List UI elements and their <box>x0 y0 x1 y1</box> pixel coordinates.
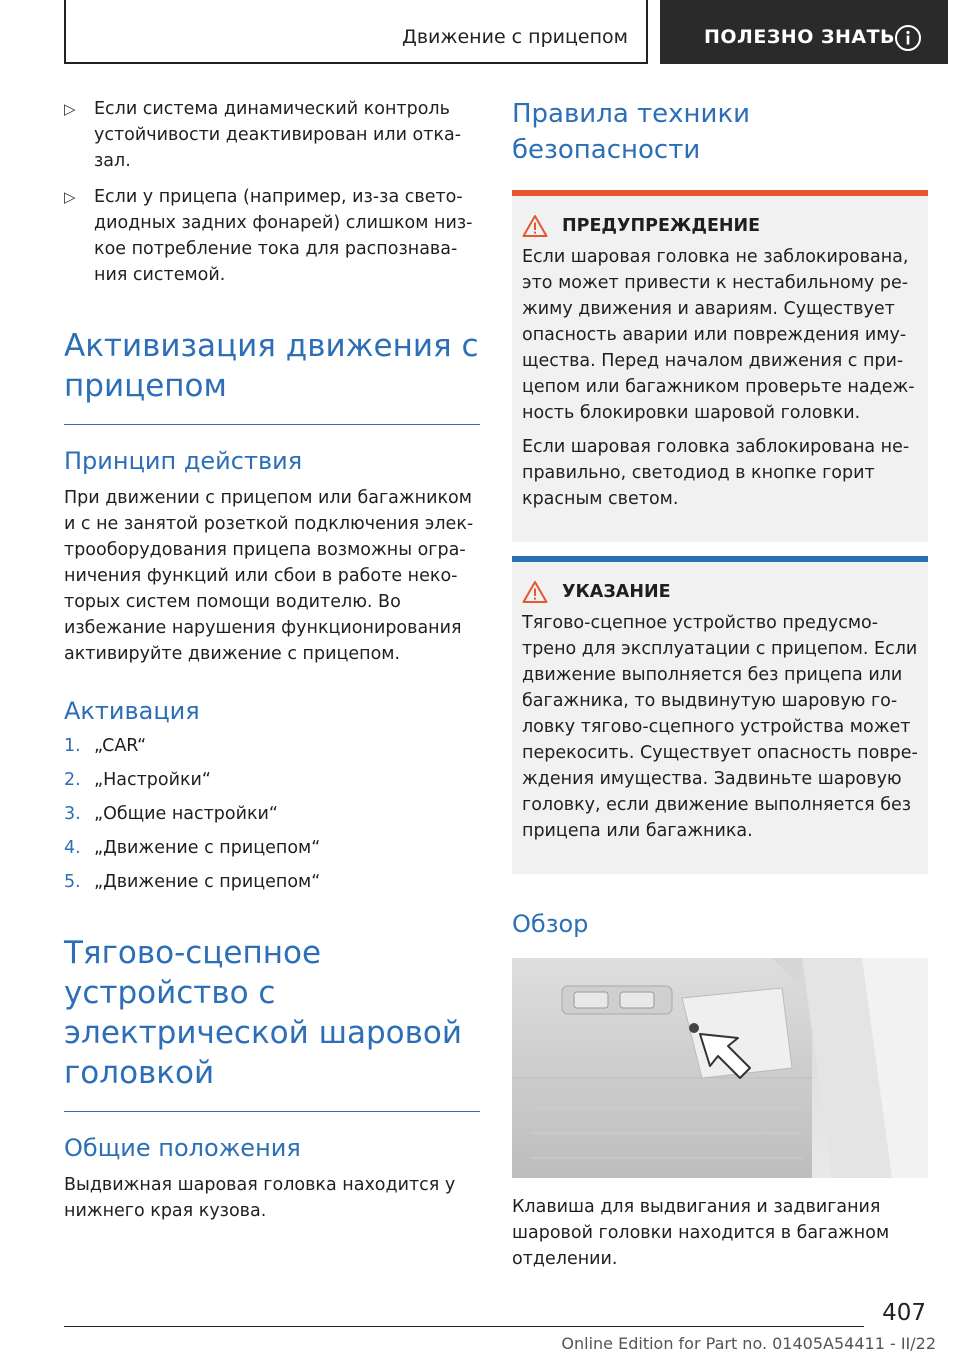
warning-triangle-icon <box>522 580 548 604</box>
subheading-overview: Обзор <box>512 910 589 938</box>
warning-label: ПРЕДУПРЕЖДЕНИЕ <box>562 216 761 236</box>
bullet-text: Если система динамический контроль устойчивости деактивирован или отка-зал. <box>94 99 462 171</box>
step-number: 1. <box>64 736 81 756</box>
header-frame <box>64 0 648 64</box>
footer-divider <box>64 1326 864 1327</box>
step-text: „Движение с прицепом“ <box>94 838 321 858</box>
principle-text: При движении с прицепом или багажником и с не занятой розеткой подключения элек-трооборудования прицепа возможны огра-ничения функций или сбои в работе неко-торых систем помощи водителю. Во избежание нарушения функционирования активируйте движение с прицепом. <box>64 488 474 664</box>
activation-steps <box>64 733 480 895</box>
bullet-text: Если у прицепа (например, из-за свето-диодных задних фонарей) слишком низ-кое потребление тока для распознава-ния системой. <box>94 187 473 285</box>
step-text: „Настройки“ <box>94 770 211 790</box>
warning-box <box>512 190 928 542</box>
section-heading-trailer-mode: Активизация движения с прицепом <box>64 326 480 425</box>
note-header <box>522 580 918 604</box>
step-number: 3. <box>64 804 81 824</box>
list-item <box>64 767 480 793</box>
step-text: „CAR“ <box>94 736 147 756</box>
page-number: 407 <box>882 1300 926 1326</box>
step-text: „Общие настройки“ <box>94 804 278 824</box>
subheading-general: Общие положения <box>64 1134 301 1162</box>
section-heading-safety: Правила техники безопасности <box>512 99 751 165</box>
list-item <box>64 869 480 895</box>
trunk-illustration <box>512 958 928 1178</box>
footer-edition: Online Edition for Part no. 01405A54411 - II/22 <box>561 1334 936 1353</box>
warning-header <box>522 214 918 238</box>
section-heading-towbar: Тягово-сцепное устройство с электрической шаровой головкой <box>64 933 480 1112</box>
subheading-activation: Активация <box>64 697 200 725</box>
step-number: 5. <box>64 872 81 892</box>
photo-caption: Клавиша для выдвигания и задвигания шаровой головки находится в багажном отделении. <box>512 1197 890 1269</box>
note-label: УКАЗАНИЕ <box>562 582 671 602</box>
list-item <box>64 733 480 759</box>
header-tag <box>660 0 948 64</box>
list-item <box>64 835 480 861</box>
right-column <box>512 96 928 1272</box>
warning-triangle-icon <box>522 214 548 238</box>
bullet-item <box>64 184 480 288</box>
warning-text: Если шаровая головка заблокирована не-правильно, светодиод в кнопке горит красным светом. <box>522 437 910 509</box>
triangle-bullet-icon: ▷ <box>64 100 76 118</box>
step-text: „Движение с прицепом“ <box>94 872 321 892</box>
list-item <box>64 801 480 827</box>
general-text: Выдвижная шаровая головка находится у нижнего края кузова. <box>64 1175 456 1221</box>
note-text: Тягово-сцепное устройство предусмо-трено для эксплуатации с прицепом. Если движение выполняется без прицепа или багажника, то выдвинутую шаровую го-ловку тягово-сцепного устройства может перекосить. Существует опасность повре-ждения имущества. Задвиньте шаровую головку, если движение выполняется без прицепа или багажника. <box>522 613 918 841</box>
info-icon <box>894 24 922 52</box>
step-number: 2. <box>64 770 81 790</box>
note-box <box>512 556 928 874</box>
subheading-principle: Принцип действия <box>64 447 303 475</box>
bullet-item <box>64 96 480 174</box>
left-column <box>64 96 480 1224</box>
trunk-photo <box>512 958 928 1178</box>
triangle-bullet-icon: ▷ <box>64 188 76 206</box>
header-section-title: Движение с прицепом <box>401 26 628 48</box>
warning-text: Если шаровая головка не заблокирована, это может привести к нестабильному ре-жиму движения и авариям. Существует опасность аварии или повреждения иму-щества. Перед началом движения с при-цепом или багажником проверьте надеж-ность блокировки шаровой головки. <box>522 247 915 423</box>
header-tag-label: ПОЛЕЗНО ЗНАТЬ <box>704 26 896 48</box>
step-number: 4. <box>64 838 81 858</box>
